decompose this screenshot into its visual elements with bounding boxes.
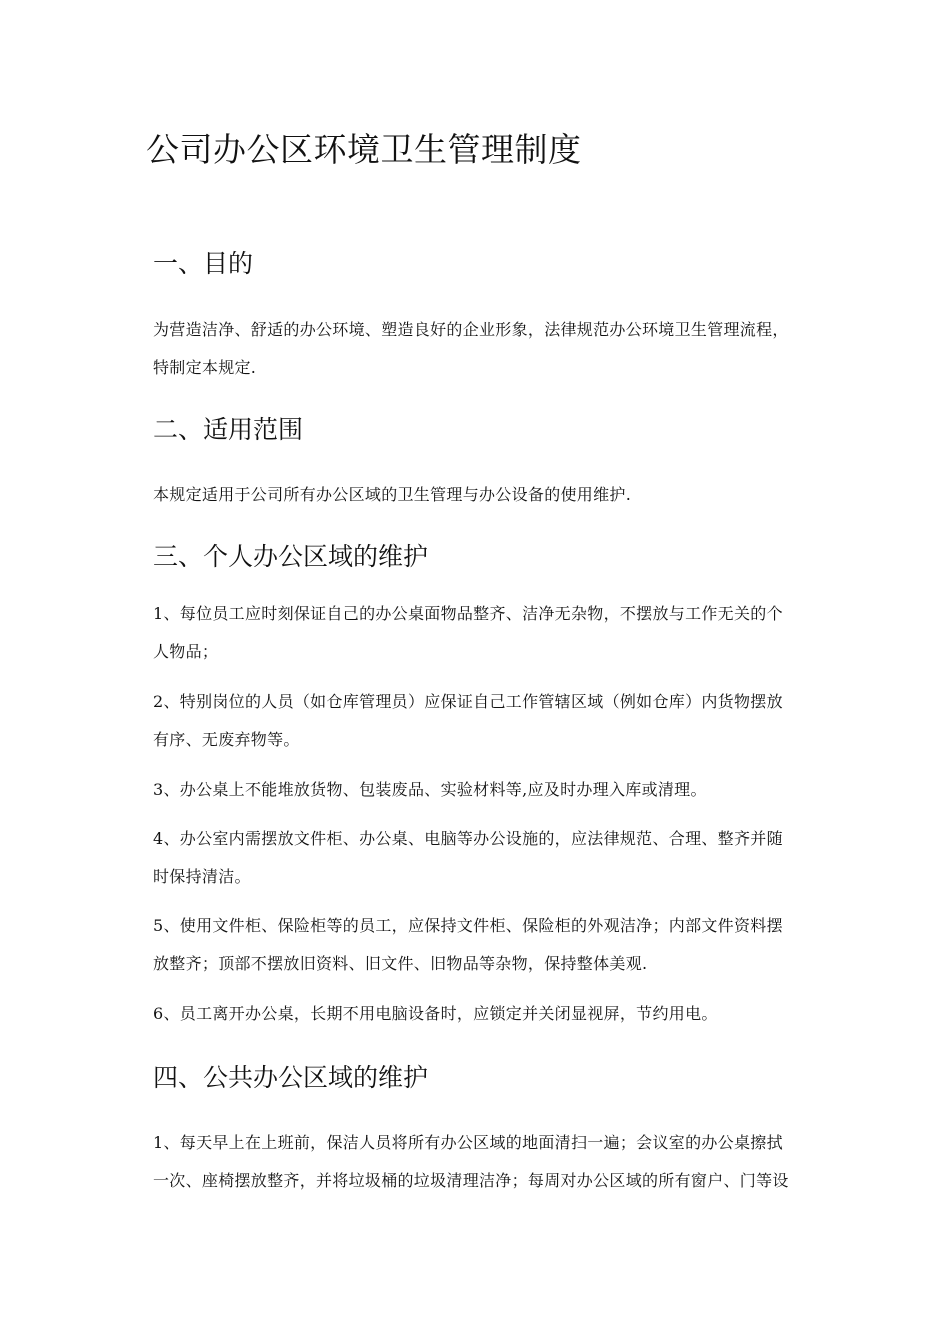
section-heading-purpose: 一、目的 xyxy=(153,249,254,278)
paragraph-line: 1、每位员工应时刻保证自己的办公桌面物品整齐、洁净无杂物，不摆放与工作无关的个 xyxy=(153,604,783,623)
paragraph-line: 2、特别岗位的人员（如仓库管理员）应保证自己工作管辖区域（例如仓库）内货物摆放 xyxy=(153,692,783,711)
paragraph xyxy=(153,476,813,514)
list-item xyxy=(153,820,813,896)
paragraph xyxy=(153,311,813,387)
paragraph-line: 人物品； xyxy=(153,642,219,661)
paragraph-line: 1、每天早上在上班前，保洁人员将所有办公区域的地面清扫一遍；会议室的办公桌擦拭 xyxy=(153,1133,783,1152)
paragraph-line: 一次、座椅摆放整齐，并将垃圾桶的垃圾清理洁净；每周对办公区域的所有窗户、门等设 xyxy=(153,1171,789,1190)
list-item xyxy=(153,595,813,671)
section-heading-scope: 二、适用范围 xyxy=(153,415,304,444)
section-heading-public-area: 四、公共办公区域的维护 xyxy=(153,1063,429,1092)
paragraph-line: 4、办公室内需摆放文件柜、办公桌、电脑等办公设施的，应法律规范、合理、整齐并随 xyxy=(153,829,783,848)
paragraph-line: 特制定本规定. xyxy=(153,358,257,377)
list-item xyxy=(153,907,813,983)
list-item xyxy=(153,771,813,809)
list-item xyxy=(153,1124,813,1200)
paragraph-line: 6、员工离开办公桌，长期不用电脑设备时，应锁定并关闭显视屏，节约用电。 xyxy=(153,1004,718,1023)
list-item xyxy=(153,995,813,1033)
paragraph-line: 本规定适用于公司所有办公区域的卫生管理与办公设备的使用维护. xyxy=(153,485,632,504)
paragraph-line: 放整齐；顶部不摆放旧资料、旧文件、旧物品等杂物，保持整体美观. xyxy=(153,954,648,973)
paragraph-line: 3、办公桌上不能堆放货物、包装废品、实验材料等,应及时办理入库或清理。 xyxy=(153,780,707,799)
document-title: 公司办公区环境卫生管理制度 xyxy=(146,130,582,169)
paragraph-line: 有序、无废弃物等。 xyxy=(153,730,300,749)
paragraph-line: 5、使用文件柜、保险柜等的员工，应保持文件柜、保险柜的外观洁净；内部文件资料摆 xyxy=(153,916,783,935)
paragraph-line: 时保持清洁。 xyxy=(153,867,251,886)
list-item xyxy=(153,683,813,759)
paragraph-line: 为营造洁净、舒适的办公环境、塑造良好的企业形象，法律规范办公环境卫生管理流程， xyxy=(153,320,789,339)
section-heading-personal-area: 三、个人办公区域的维护 xyxy=(153,542,429,571)
